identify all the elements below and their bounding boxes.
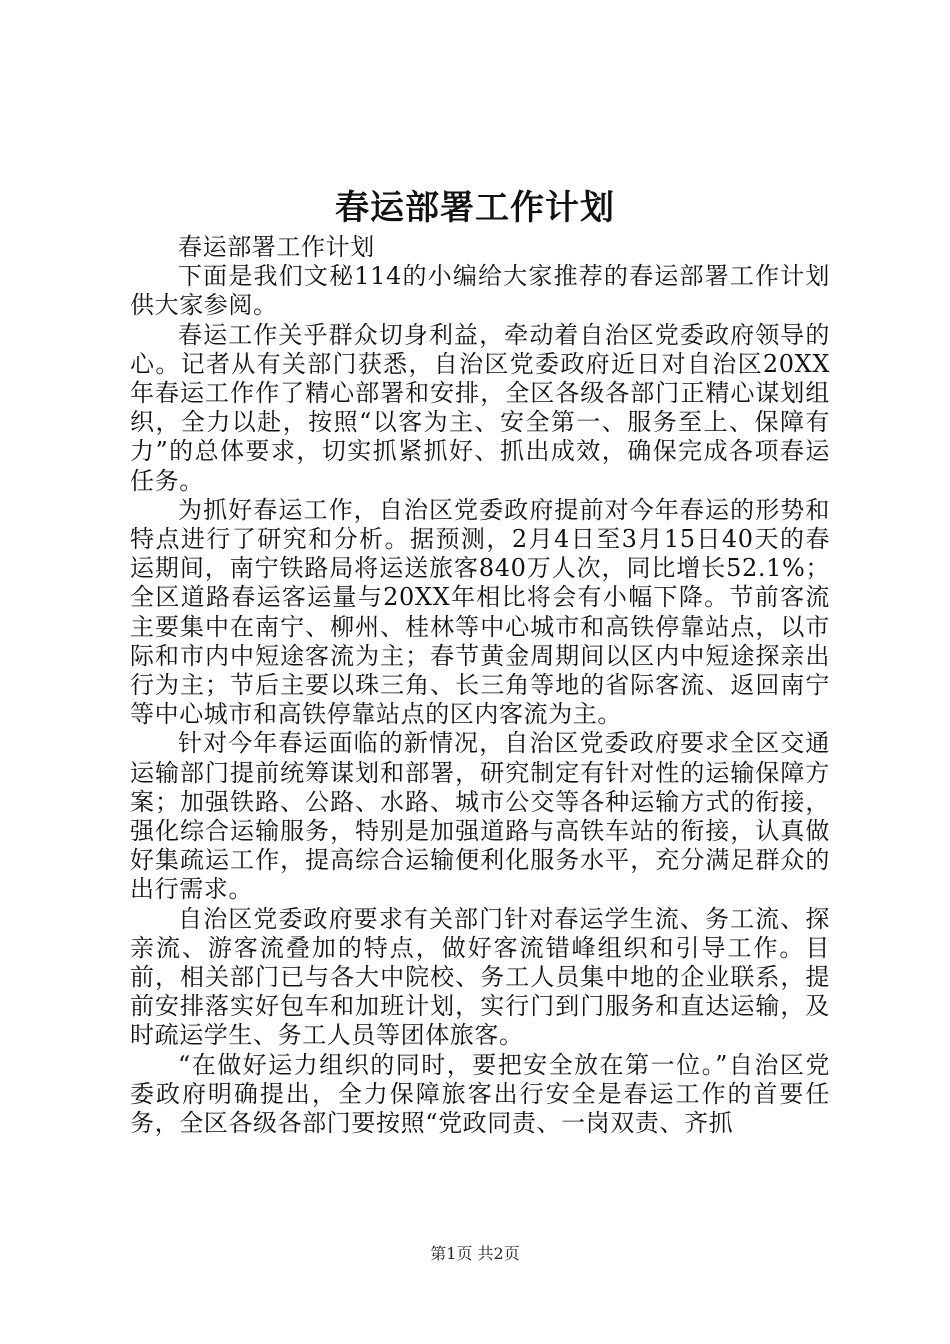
document-title: 春运部署工作计划 (335, 188, 615, 228)
paragraph: 为抓好春运工作，自治区党委政府提前对今年春运的形势和特点进行了研究和分析。据预测，2月4日至3月15日40天的春运期间，南宁铁路局将运送旅客840万人次，同比增长52.1%；全区道路春运客运量与20XX年相比将会有小幅下降。节前客流主要集中在南宁、柳州、桂林等中心城市和高铁停靠站点，以市际和市内中短途客流为主；春节黄金周期间以区内中短途探亲出行为主；节后主要以珠三角、长三角等地的省际客流、返回南宁等中心城市和高铁停靠站点的区内客流为主。 (130, 495, 830, 729)
paragraph: “在做好运力组织的同时，要把安全放在第一位。”自治区党委政府明确提出，全力保障旅客出行安全是春运工作的首要任务，全区各级各部门要按照“党政同责、一岗双责、齐抓 (130, 1050, 830, 1138)
paragraph: 针对今年春运面临的新情况，自治区党委政府要求全区交通运输部门提前统筹谋划和部署，研究制定有针对性的运输保障方案；加强铁路、公路、水路、城市公交等各种运输方式的衔接，强化综合运输服务，特别是加强道路与高铁车站的衔接，认真做好集疏运工作，提高综合运输便利化服务水平，充分满足群众的出行需求。 (130, 729, 830, 904)
page-number-footer: 第1页 共2页 (430, 1244, 520, 1263)
document-body (130, 233, 830, 1138)
paragraph: 春运工作关乎群众切身利益，牵动着自治区党委政府领导的心。记者从有关部门获悉，自治区党委政府近日对自治区20XX年春运工作作了精心部署和安排，全区各级各部门正精心谋划组织，全力以赴，按照“以客为主、安全第一、服务至上、保障有力”的总体要求，切实抓紧抓好、抓出成效，确保完成各项春运任务。 (130, 320, 830, 495)
paragraph: 自治区党委政府要求有关部门针对春运学生流、务工流、探亲流、游客流叠加的特点，做好客流错峰组织和引导工作。目前，相关部门已与各大中院校、务工人员集中地的企业联系，提前安排落实好包车和加班计划，实行门到门服务和直达运输，及时疏运学生、务工人员等团体旅客。 (130, 904, 830, 1050)
paragraph: 下面是我们文秘114的小编给大家推荐的春运部署工作计划供大家参阅。 (130, 262, 830, 320)
paragraph: 春运部署工作计划 (178, 233, 375, 261)
